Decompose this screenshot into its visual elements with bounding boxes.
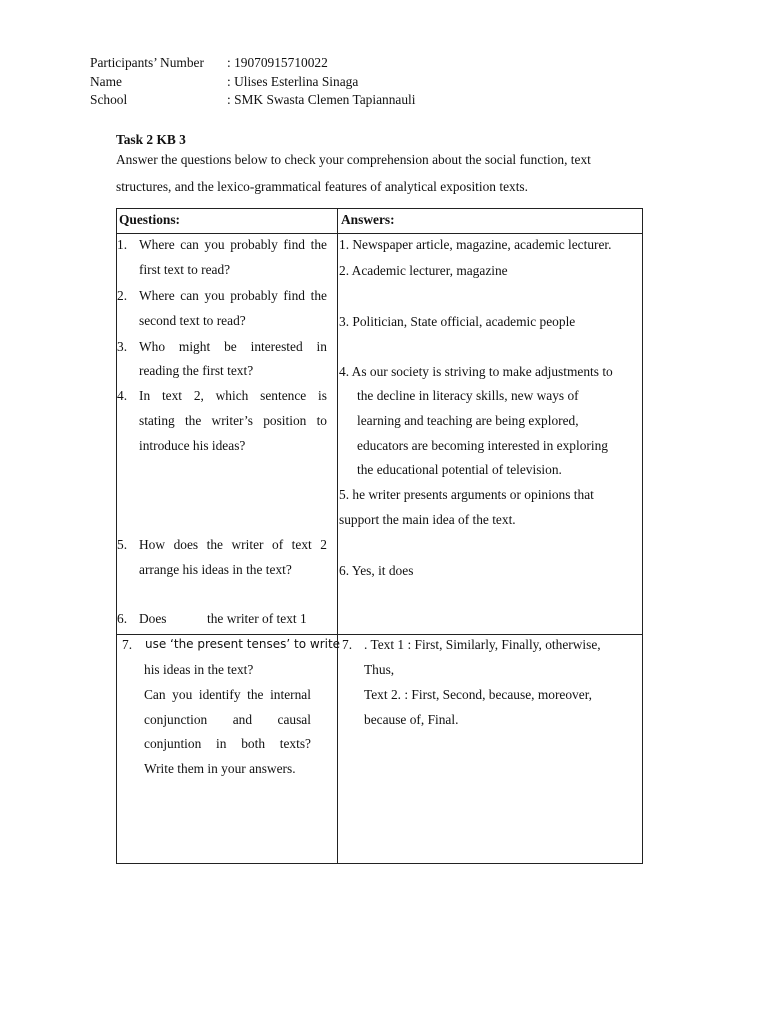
question-3-number: 3.: [117, 339, 128, 354]
answer-3: 3. Politician, State official, academic people: [339, 314, 576, 329]
question-7-line-4: [144, 713, 311, 726]
word: the: [247, 687, 264, 702]
answer-4-line-5: the educational potential of television.: [357, 462, 562, 477]
question-7-line-1: use ‘the present tenses’ to write: [145, 637, 341, 651]
answer-4-line-3: learning and teaching are being explored,: [357, 413, 579, 428]
word: the: [184, 413, 202, 428]
column-header-questions: Questions:: [119, 212, 181, 227]
word: text: [161, 388, 183, 403]
task-instruction-line-2: structures, and the lexico-grammatical features of analytical exposition texts.: [116, 179, 528, 194]
answer-7-line-3: Text 2. : First, Second, because, moreover,: [364, 687, 592, 702]
word: texts?: [279, 736, 311, 751]
word: Where: [139, 288, 175, 303]
question-1-line-2: first text to read?: [139, 262, 231, 277]
word: conjuntion: [144, 736, 202, 751]
question-4-line-3: introduce his ideas?: [139, 438, 246, 453]
answer-7-number: 7.: [342, 637, 353, 652]
answer-7-line-2: Thus,: [364, 662, 395, 677]
word: sentence: [260, 388, 307, 403]
name-value: : Ulises Esterlina Sinaga: [227, 74, 359, 89]
word: 2,: [193, 388, 204, 403]
question-6-rest: the writer of text 1: [207, 611, 307, 626]
word: probably: [230, 288, 278, 303]
question-2-line-2: second text to read?: [139, 313, 246, 328]
answer-4-line-1: 4. As our society is striving to make adjustments to: [339, 364, 613, 379]
word: the: [310, 237, 327, 252]
school-value: : SMK Swasta Clemen Tapiannauli: [227, 92, 416, 107]
question-3-line-2: reading the first text?: [139, 363, 254, 378]
question-7-line-3: [144, 688, 311, 701]
answer-4-line-2: the decline in literacy skills, new ways of: [357, 388, 579, 403]
table-column-divider: [337, 208, 338, 864]
question-5-number: 5.: [117, 537, 128, 552]
answer-5-line-2: support the main idea of the text.: [339, 512, 516, 527]
question-5-line-1: [139, 538, 327, 551]
word: Where: [139, 237, 175, 252]
word: the: [310, 288, 327, 303]
answer-7-line-1: . Text 1 : First, Similarly, Finally, otherwise,: [364, 637, 601, 652]
question-7-number: 7.: [122, 637, 133, 652]
participants-number-label: Participants’ Number: [90, 55, 204, 70]
answer-7-line-4: because of, Final.: [364, 712, 459, 727]
word: and: [232, 712, 253, 727]
word: can: [180, 237, 199, 252]
question-7-line-6: Write them in your answers.: [144, 761, 296, 776]
word: find: [283, 288, 305, 303]
answer-2: 2. Academic lecturer, magazine: [339, 263, 508, 278]
word: in: [316, 339, 327, 354]
table-border-bottom: [116, 863, 643, 864]
word: position: [263, 413, 307, 428]
question-3-line-1: [139, 340, 327, 353]
task-title: Task 2 KB 3: [116, 132, 186, 147]
word: writer’s: [211, 413, 253, 428]
word: the: [206, 537, 223, 552]
word: How: [139, 537, 166, 552]
question-6-number: 6.: [117, 611, 128, 626]
word: you: [204, 237, 225, 252]
question-4-number: 4.: [117, 388, 128, 403]
question-1-number: 1.: [117, 237, 128, 252]
word: does: [173, 537, 199, 552]
word: in: [216, 736, 227, 751]
word: identify: [198, 687, 241, 702]
question-1-line-1: [139, 238, 327, 251]
question-2-line-1: [139, 289, 327, 302]
word: you: [172, 687, 193, 702]
question-2-number: 2.: [117, 288, 128, 303]
word: internal: [270, 687, 311, 702]
word: to: [316, 413, 327, 428]
word: 2: [320, 537, 327, 552]
word: text: [291, 537, 312, 552]
word: find: [283, 237, 305, 252]
question-7-line-5: [144, 737, 311, 750]
word: both: [241, 736, 266, 751]
word: causal: [277, 712, 311, 727]
question-4-line-2: [139, 414, 327, 427]
word: In: [139, 388, 151, 403]
word: Can: [144, 687, 166, 702]
word: stating: [139, 413, 175, 428]
participants-number-value: : 19070915710022: [227, 55, 328, 70]
word: conjunction: [144, 712, 208, 727]
table-header-divider: [116, 233, 643, 234]
answer-5-line-1: 5. he writer presents arguments or opinions that: [339, 487, 594, 502]
word: be: [224, 339, 237, 354]
school-label: School: [90, 92, 128, 107]
word: writer: [231, 537, 264, 552]
question-6-word-does: Does: [139, 611, 167, 626]
word: can: [180, 288, 199, 303]
word: you: [204, 288, 225, 303]
question-4-line-1: [139, 389, 327, 402]
word: of: [272, 537, 284, 552]
word: Who: [139, 339, 166, 354]
word: is: [318, 388, 327, 403]
table-border-left: [116, 208, 117, 864]
answer-6: 6. Yes, it does: [339, 563, 414, 578]
word: interested: [250, 339, 303, 354]
word: might: [178, 339, 211, 354]
word: probably: [230, 237, 278, 252]
question-7-line-2: his ideas in the text?: [144, 662, 254, 677]
table-border-right: [642, 208, 643, 864]
word: which: [215, 388, 249, 403]
question-5-line-2: arrange his ideas in the text?: [139, 562, 292, 577]
task-instruction-line-1: Answer the questions below to check your comprehension about the social function, text: [116, 152, 591, 167]
column-header-answers: Answers:: [341, 212, 395, 227]
name-label: Name: [90, 74, 122, 89]
table-row-divider: [116, 634, 643, 635]
table-border-top: [116, 208, 643, 209]
answer-1: 1. Newspaper article, magazine, academic lecturer.: [339, 237, 612, 252]
answer-4-line-4: educators are becoming interested in exploring: [357, 438, 608, 453]
